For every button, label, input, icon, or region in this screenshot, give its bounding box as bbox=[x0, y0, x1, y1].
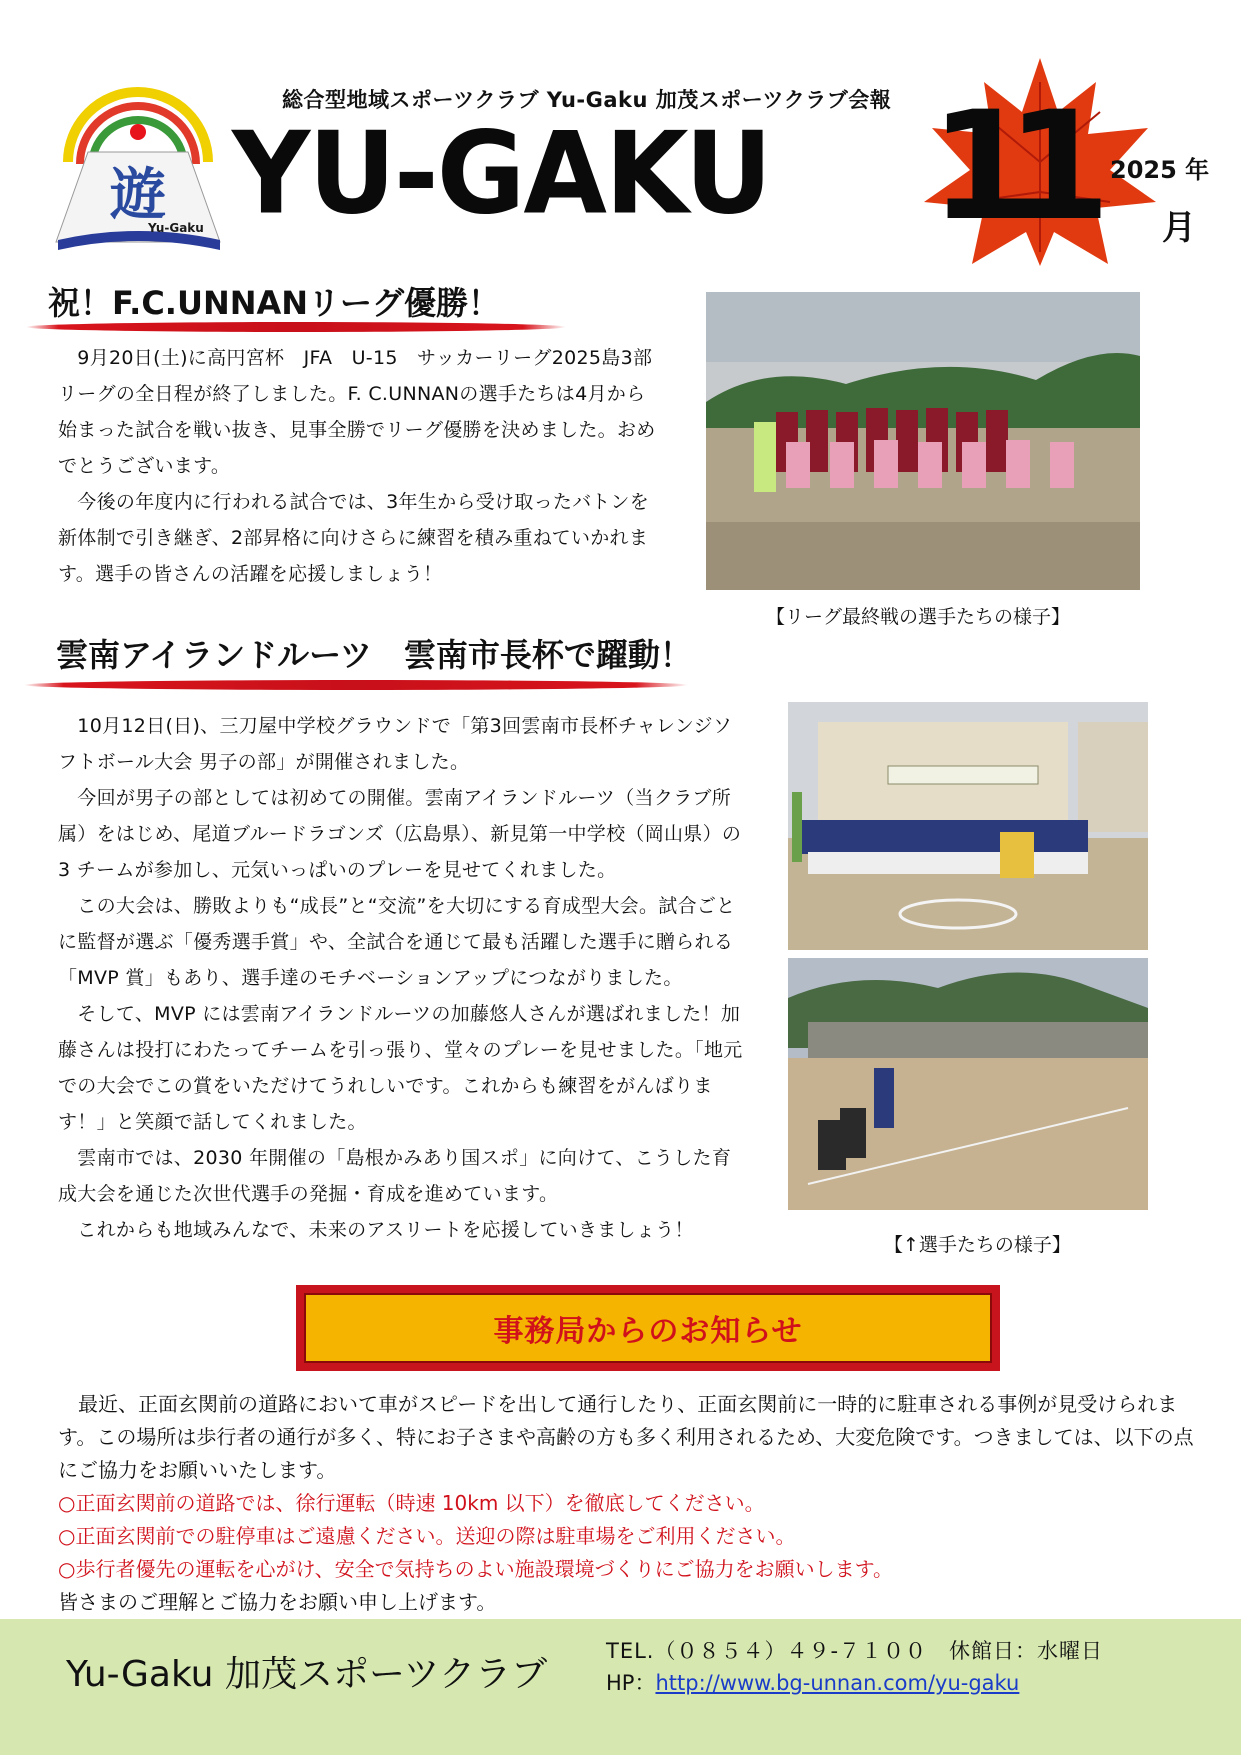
notice-intro: 最近、正面玄関前の道路において車がスピードを出して通行したり、正面玄関前に一時的に駐車される事例が見受けられます。この場所は歩行者の通行が多く、特にお子さまや高齢の方も多く利用されるため、大変危険です。つきましては、以下の点にご協力をお願いいたします。 bbox=[58, 1392, 1194, 1482]
footer-homepage bbox=[606, 1667, 1019, 1697]
svg-text:Yu-Gaku: Yu-Gaku bbox=[148, 221, 204, 235]
section1-underline bbox=[26, 322, 566, 332]
issue-month-number: 11 bbox=[930, 80, 1083, 254]
section2-photo-caption: 【↑選手たちの様子】 bbox=[884, 1234, 1071, 1256]
section2-body bbox=[58, 708, 750, 1248]
masthead-title: YU-GAKU bbox=[232, 108, 771, 240]
issue-year: 2025 年 bbox=[1110, 156, 1210, 184]
soccer-team-photo bbox=[706, 292, 1140, 590]
notice-title: 事務局からのお知らせ bbox=[493, 1314, 803, 1349]
section2-paragraph: 10月12日(日)、三刀屋中学校グラウンドで「第3回雲南市長杯チャレンジソフトボール大会 男子の部」が開催されました。 bbox=[58, 715, 733, 773]
footer-club-name: Yu-Gaku 加茂スポーツクラブ bbox=[66, 1654, 548, 1695]
softball-game-photo bbox=[788, 958, 1148, 1210]
section2-paragraph: これからも地域みんなで、未来のアスリートを応援していきましょう！ bbox=[58, 1219, 694, 1241]
notice-banner bbox=[296, 1285, 1000, 1371]
notice-item: ○正面玄関前の道路では、徐行運転（時速 10km 以下）を徹底してください。 bbox=[58, 1491, 765, 1515]
section1-title: 祝！F.C.UNNANリーグ優勝！ bbox=[48, 284, 501, 322]
svg-text:遊: 遊 bbox=[110, 163, 166, 228]
section2-underline bbox=[24, 680, 688, 690]
homepage-link[interactable]: http://www.bg-unnan.com/yu-gaku bbox=[655, 1671, 1020, 1695]
notice-item: ○歩行者優先の運転を心がけ、安全で気持ちのよい施設環境づくりにご協力をお願いします。 bbox=[58, 1557, 894, 1581]
footer-hp-label: HP： bbox=[606, 1671, 656, 1695]
section2-paragraph: 今回が男子の部としては初めての開催。雲南アイランドルーツ（当クラブ所属）をはじめ、尾道ブルードラゴンズ（広島県）、新見第一中学校（岡山県）の 3 チームが参加し、元気いっぱいのプレーを見せてくれました。 bbox=[58, 787, 742, 881]
newsletter-subtitle: 総合型地域スポーツクラブ Yu-Gaku 加茂スポーツクラブ会報 bbox=[282, 88, 892, 112]
section1-body bbox=[58, 340, 662, 592]
section2-paragraph: そして、MVP には雲南アイランドルーツの加藤悠人さんが選ばれました！加藤さんは投打にわたってチームを引っ張り、堂々のプレーを見せました。「地元での大会でこの賞をいただけてうれしいです。これからも練習をがんばります！」と笑顔で話してくれました。 bbox=[58, 1003, 743, 1133]
club-logo bbox=[48, 72, 228, 262]
notice-closing: 皆さまのご理解とご協力をお願い申し上げます。 bbox=[58, 1590, 497, 1614]
section1-photo-caption: 【リーグ最終戦の選手たちの様子】 bbox=[766, 606, 1071, 628]
section2-paragraph: この大会は、勝敗よりも“成長”と“交流”を大切にする育成型大会。試合ごとに監督が選ぶ「優秀選手賞」や、全試合を通じて最も活躍した選手に贈られる「MVP 賞」もあり、選手達のモチベーションアップにつながりました。 bbox=[58, 895, 736, 989]
notice-item: ○正面玄関前での駐停車はご遠慮ください。送迎の際は駐車場をご利用ください。 bbox=[58, 1524, 796, 1548]
notice-body bbox=[58, 1388, 1198, 1619]
section1-paragraph: 今後の年度内に行われる試合では、3年生から受け取ったバトンを新体制で引き継ぎ、2部昇格に向けさらに練習を積み重ねていかれます。選手の皆さんの活躍を応援しましょう！ bbox=[58, 491, 650, 585]
section1-paragraph: 9月20日(土)に高円宮杯 JFA U-15 サッカーリーグ2025島3部リーグの全日程が終了しました。F. C.UNNANの選手たちは4月から始まった試合を戦い抜き、見事全勝でリーグ優勝を決めました。おめでとうございます。 bbox=[58, 347, 656, 477]
softball-team-photo bbox=[788, 702, 1148, 950]
section2-title: 雲南アイランドルーツ 雲南市長杯で躍動！ bbox=[56, 636, 692, 674]
notice-banner-inner bbox=[304, 1293, 992, 1363]
section2-paragraph: 雲南市では、2030 年開催の「島根かみあり国スポ」に向けて、こうした育成大会を通じた次世代選手の発掘・育成を進めています。 bbox=[58, 1147, 732, 1205]
issue-month-label: 月 bbox=[1162, 208, 1196, 248]
footer-contact: TEL.（０８５４）４９-７１００ 休館日：水曜日 bbox=[606, 1639, 1104, 1663]
